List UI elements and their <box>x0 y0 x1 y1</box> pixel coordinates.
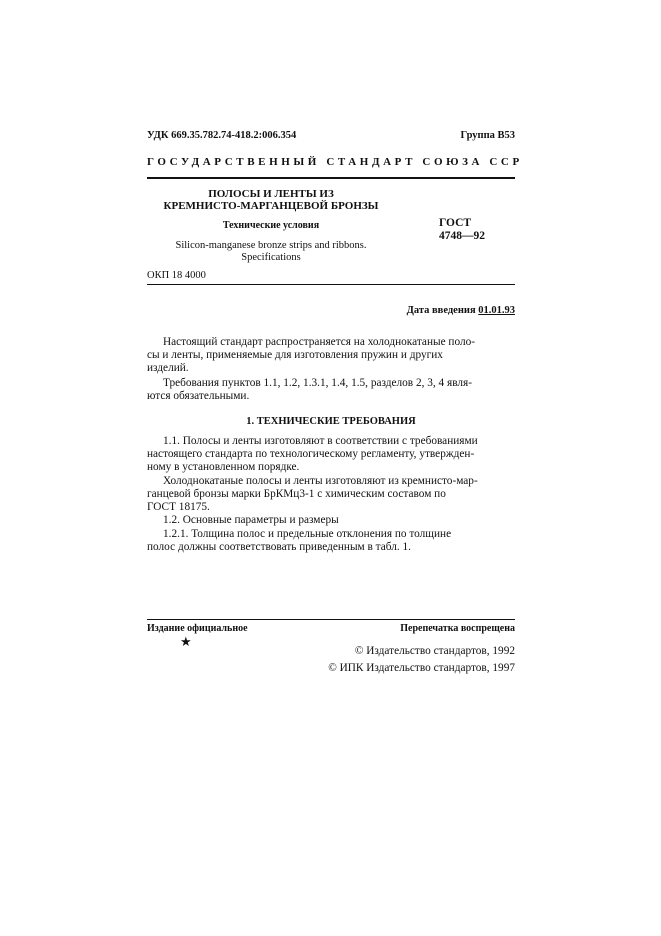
text-line: ганцевой бронзы марки БрКМц3-1 с химическим составом по <box>147 488 446 500</box>
text-line: Настоящий стандарт распространяется на холоднокатаные поло- <box>163 336 476 348</box>
english-title-line-2: Specifications <box>241 252 301 263</box>
intro-paragraph-2 <box>147 377 515 403</box>
document-subtitle: Технические условия <box>222 220 320 231</box>
udk-code: УДК 669.35.782.74-418.2:006.354 <box>147 130 297 141</box>
text-line: настоящего стандарта по технологическому регламенту, утвержден- <box>147 448 475 460</box>
title-line-1: ПОЛОСЫ И ЛЕНТЫ ИЗ <box>208 188 334 200</box>
text-line: полос должны соответствовать приведенным в табл. 1. <box>147 541 411 553</box>
clause-1-2-1 <box>147 528 515 554</box>
text-line: 1.2.1. Толщина полос и предельные отклонения по толщине <box>163 528 452 540</box>
text-line: ному в установленном порядке. <box>147 461 300 473</box>
text-line: сы и ленты, применяемые для изготовления пружин и других <box>147 349 443 361</box>
effective-date-value: 01.01.93 <box>478 305 515 316</box>
gost-number: 4748—92 <box>439 230 485 242</box>
star-icon: ★ <box>180 634 192 649</box>
document-title <box>147 188 395 212</box>
title-block-rule <box>147 284 515 285</box>
gost-designation <box>439 217 485 243</box>
copyright-1997: © ИПК Издательство стандартов, 1997 <box>328 662 515 674</box>
effective-date <box>407 305 515 316</box>
document-page <box>147 0 523 936</box>
text-line: Требования пунктов 1.1, 1.2, 1.3.1, 1.4, 1.5, разделов 2, 3, 4 явля- <box>163 377 473 389</box>
text-line: изделий. <box>147 362 189 374</box>
intro-paragraph-1 <box>147 336 515 375</box>
state-standard-heading: ГОСУДАРСТВЕННЫЙ СТАНДАРТ СОЮЗА ССР <box>147 156 523 168</box>
text-line: 1.1. Полосы и ленты изготовляют в соответствии с требованиями <box>163 435 478 447</box>
clause-1-2 <box>147 514 515 527</box>
okp-code: ОКП 18 4000 <box>147 270 206 281</box>
group-code: Группа В53 <box>460 130 515 141</box>
text-line: 1.2. Основные параметры и размеры <box>163 514 339 526</box>
copyright-1992: © Издательство стандартов, 1992 <box>354 645 515 657</box>
reprint-prohibited-label: Перепечатка воспрещена <box>400 623 515 634</box>
english-title <box>147 240 395 264</box>
footer-rule <box>147 619 515 620</box>
section-heading: 1. ТЕХНИЧЕСКИЕ ТРЕБОВАНИЯ <box>246 416 416 427</box>
text-line: Холоднокатаные полосы и ленты изготовляют из кремнисто-мар- <box>163 475 478 487</box>
text-line: ГОСТ 18175. <box>147 501 210 513</box>
clause-1-1 <box>147 435 515 474</box>
english-title-line-1: Silicon-manganese bronze strips and ribbons. <box>175 240 367 251</box>
gost-label: ГОСТ <box>439 217 472 229</box>
text-line: ются обязательными. <box>147 390 250 402</box>
effective-date-label: Дата введения <box>406 305 476 316</box>
clause-1-1-continued <box>147 475 515 514</box>
header-rule <box>147 177 515 179</box>
official-edition-label: Издание официальное <box>147 623 248 634</box>
title-line-2: КРЕМНИСТО-МАРГАНЦЕВОЙ БРОНЗЫ <box>163 200 379 212</box>
